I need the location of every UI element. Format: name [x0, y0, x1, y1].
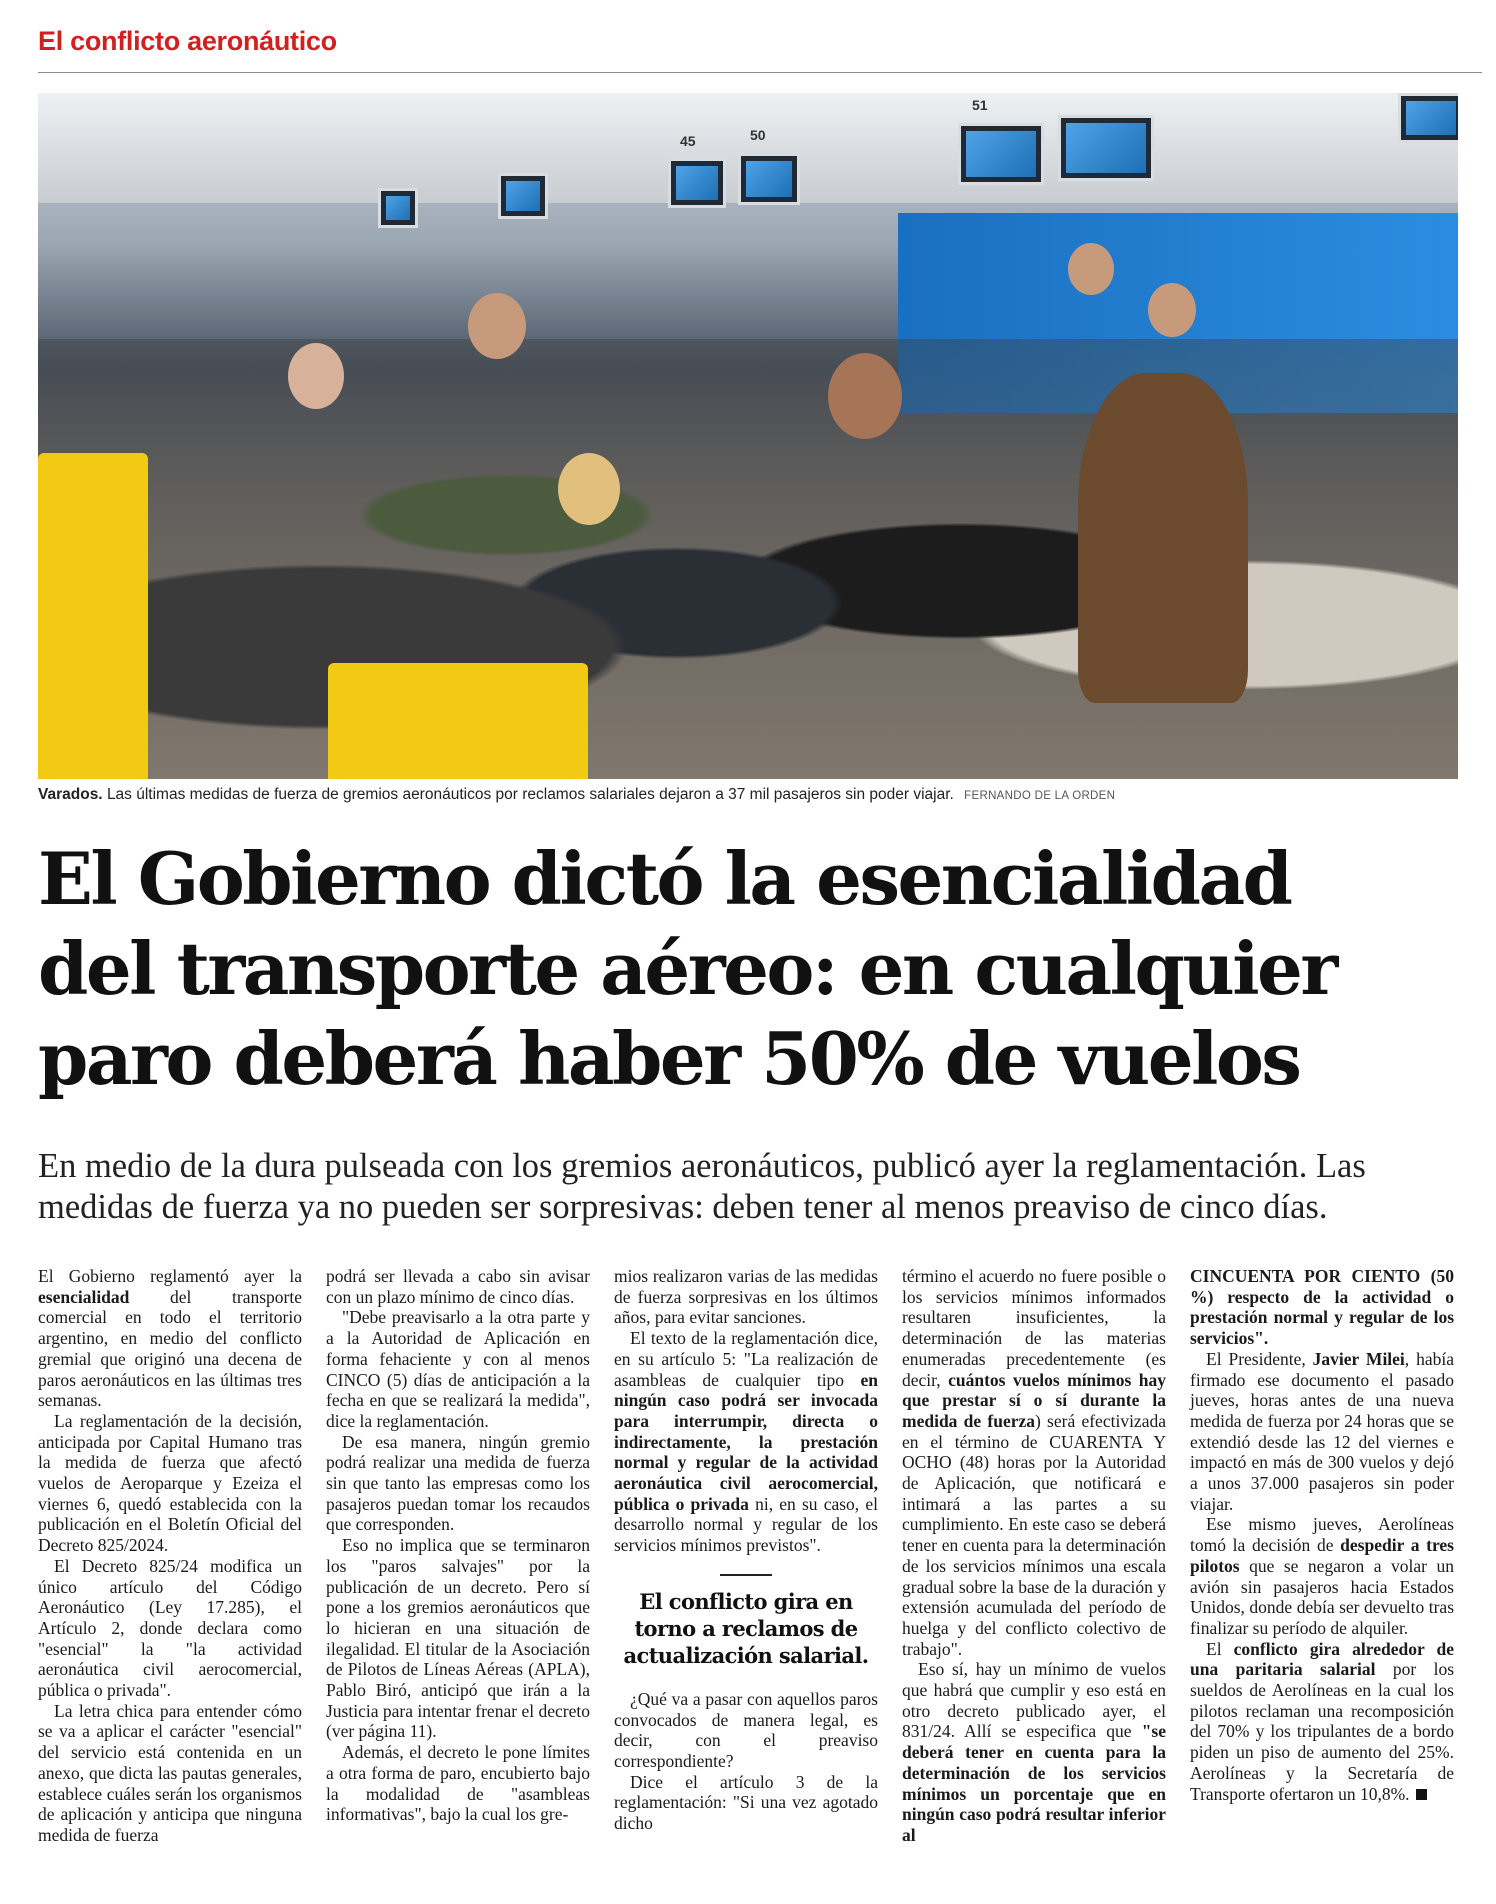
- body-column-1: [38, 1266, 302, 1846]
- paragraph: El Gobierno reglamentó ayer la esencialidad del transporte comercial en todo el territorio argentino, en medio del conflicto gremial que originó una decena de paros aeronáuticos en las últimas tres semanas.: [38, 1266, 302, 1411]
- paragraph: término el acuerdo no fuere posible o los servicios mínimos informados resultaren insuficientes, la determinación de las materias enumeradas precedentemente (es decir, cuántos vuelos mínimos hay que prestar sí o sí durante la medida de fuerza) será efectivizada en el término de CUARENTA Y OCHO (48) horas por la Autoridad de Aplicación, que notificará e intimará a las partes a su cumplimiento. En este caso se deberá tener en cuenta para la determinación de los servicios mínimos una escala gradual sobre la base de la duración y extensión acumulada del período de huelga y del conflicto colectivo de trabajo".: [902, 1266, 1166, 1659]
- body-column-4: [902, 1266, 1166, 1846]
- paragraph: El Presidente, Javier Milei, había firmado ese documento el pasado jueves, horas antes de una nueva medida de fuerza por 24 horas que se extendió desde las 12 del viernes e impactó en más de 300 vuelos y dejó a unos 37.000 pasajeros sin poder viajar.: [1190, 1348, 1454, 1514]
- paragraph: El Decreto 825/24 modifica un único artículo del Código Aeronáutico (Ley 17.285), el Artículo 2, donde declara como "esencial" la "la actividad aeronáutica civil aerocomercial, pública o privada".: [38, 1555, 302, 1701]
- end-mark: [1416, 1789, 1427, 1800]
- subhead-line: En medio de la dura pulseada con los gremios aeronáuticos, publicó ayer la reglamentación. Las: [38, 1147, 1366, 1185]
- headline: [38, 834, 1458, 1104]
- paragraph: Además, el decreto le pone límites a otra forma de paro, encubierto bajo la modalidad de "asambleas informativas", bajo la cual los gre-: [326, 1742, 590, 1825]
- headline-line: paro deberá haber 50% de vuelos: [38, 1016, 1300, 1101]
- counter-number: 51: [972, 97, 988, 113]
- subhead-line: medidas de fuerza ya no pueden ser sorpresivas: deben tener al menos preaviso de cinco días.: [38, 1188, 1328, 1226]
- body-column-2: [326, 1266, 590, 1825]
- paragraph: "Debe preavisarlo a la otra parte y a la Autoridad de Aplicación en forma fehaciente y con al menos CINCO (5) días de anticipación a la fecha en que se realizará la medida", dice la reglamentación.: [326, 1307, 590, 1431]
- headline-line: El Gobierno dictó la esencialidad: [38, 836, 1291, 921]
- paragraph: podrá ser llevada a cabo sin avisar con un plazo mínimo de cinco días.: [326, 1266, 590, 1307]
- headline-line: del transporte aéreo: en cualquier: [38, 926, 1336, 1011]
- body-column-3: [614, 1266, 878, 1834]
- photo-caption: [38, 786, 1458, 804]
- paragraph: Eso sí, hay un mínimo de vuelos que habrá que cumplir y eso está en otro decreto publicado ayer, el 831/24. Allí se especifica que "se deberá tener en cuenta para la determinación de los servicios mínimos un porcentaje que en ningún caso podrá resultar inferior al: [902, 1659, 1166, 1845]
- airport-photo: [38, 93, 1458, 779]
- photo-credit: FERNANDO DE LA ORDEN: [964, 790, 1116, 802]
- paragraph: Ese mismo jueves, Aerolíneas tomó la decisión de despedir a tres pilotos que se negaron a volar un avión sin pasajeros hacia Estados Unidos, donde debía ser devuelto tras finalizar su período de alquiler.: [1190, 1514, 1454, 1638]
- pull-quote: [614, 1574, 878, 1669]
- body-column-5: [1190, 1266, 1454, 1804]
- paragraph: De esa manera, ningún gremio podrá realizar una medida de fuerza sin que tanto las empresas como los pasajeros puedan tomar los recaudos que corresponden.: [326, 1431, 590, 1535]
- paragraph: El conflicto gira alrededor de una paritaria salarial por los sueldos de Aerolíneas en la cual los pilotos reclaman una recomposición del 70% y los tripulantes de a bordo piden un piso de aumento del 25%. Aerolíneas y la Secretaría de Transporte ofertaron un 10,8%.: [1190, 1638, 1455, 1804]
- paragraph: mios realizaron varias de las medidas de fuerza sorpresivas en los últimos años, para evitar sanciones.: [614, 1266, 878, 1328]
- pull-quote-rule: [720, 1574, 772, 1576]
- paragraph: La letra chica para entender cómo se va a aplicar el carácter "esencial" del servicio está contenida en un anexo, que dicta las pautas generales, establece cuáles serán los organismos de aplicación y anticipa que ninguna medida de fuerza: [38, 1700, 302, 1845]
- section-divider: [38, 72, 1482, 73]
- paragraph: Eso no implica que se terminaron los "paros salvajes" por la publicación de un decreto. Pero sí pone a los gremios aeronáuticos que lo hicieran en una situación de ilegalidad. El titular de la Asociación de Pilotos de Líneas Aéreas (APLA), Pablo Biró, anticipó que irán a la Justicia para intentar frenar el decreto (ver página 11).: [326, 1535, 590, 1742]
- subheadline: [38, 1146, 1458, 1228]
- paragraph: CINCUENTA POR CIENTO (50 %) respecto de la actividad o prestación normal y regular de los servicios".: [1190, 1266, 1454, 1349]
- paragraph: La reglamentación de la decisión, anticipada por Capital Humano tras la medida de fuerza que afectó vuelos de Aeroparque y Ezeiza el viernes 6, quedó establecida con la publicación en el Boletín Oficial del Decreto 825/2024.: [38, 1410, 302, 1556]
- counter-number: 45: [680, 133, 696, 149]
- counter-number: 50: [750, 127, 766, 143]
- pull-quote-text: El conflicto gira en torno a reclamos de actualización salarial.: [623, 1588, 869, 1668]
- paragraph: Dice el artículo 3 de la reglamentación: "Si una vez agotado dicho: [614, 1771, 878, 1834]
- paragraph: ¿Qué va a pasar con aquellos paros convocados de manera legal, es decir, con el preaviso correspondiente?: [614, 1688, 878, 1771]
- caption-text: Las últimas medidas de fuerza de gremios aeronáuticos por reclamos salariales dejaron a 37 mil pasajeros sin poder viajar.: [106, 786, 954, 803]
- section-label: El conflicto aeronáutico: [38, 26, 337, 56]
- caption-lead: Varados.: [38, 786, 103, 803]
- paragraph: El texto de la reglamentación dice, en su artículo 5: "La realización de asambleas de cualquier tipo en ningún caso podrá ser invocada para interrumpir, directa o indirectamente, la prestación normal y regular de la actividad aeronáutica civil aerocomercial, pública o privada ni, en su caso, el desarrollo normal y regular de los servicios mínimos previstos".: [614, 1328, 878, 1556]
